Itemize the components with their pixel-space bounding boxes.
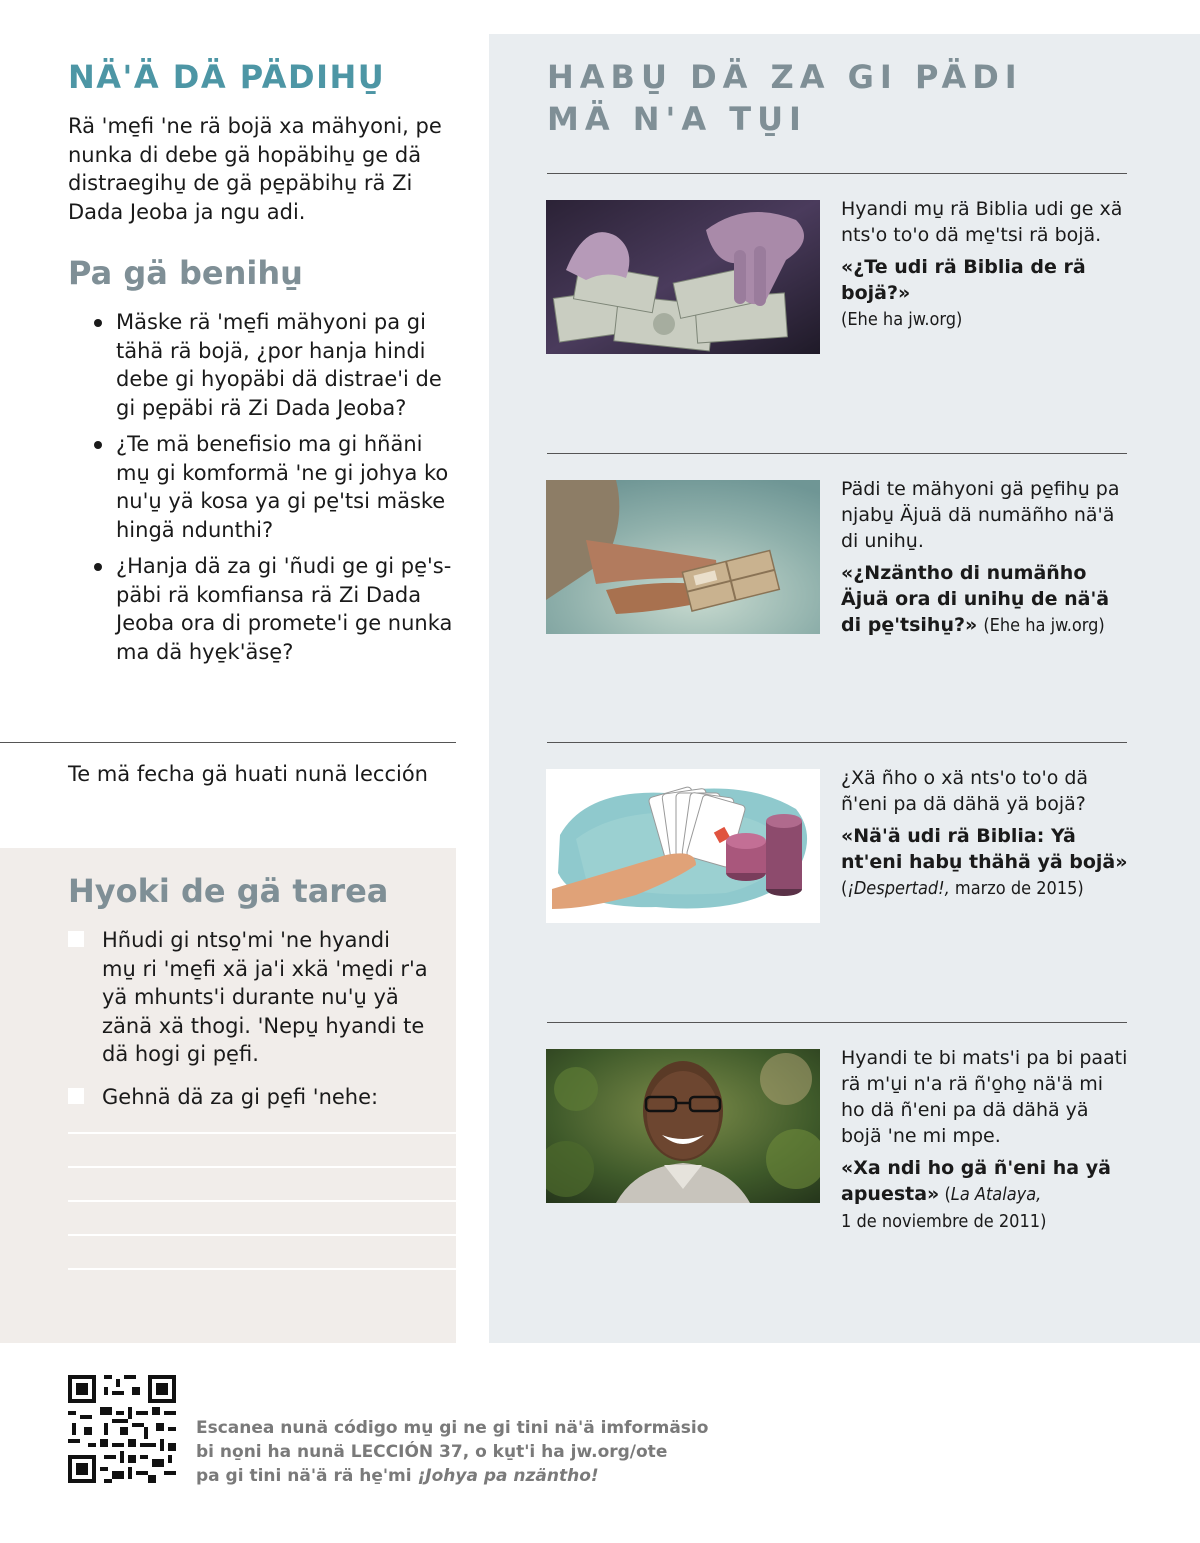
footer-line1: Escanea nunä código mu̱ gi ne gi tini nä'ä imformäsio: [196, 1418, 709, 1438]
explore-card: [841, 196, 1131, 333]
review-questions: [92, 308, 457, 674]
explore-divider: [547, 1022, 1127, 1023]
assignment-item: [68, 1083, 428, 1112]
review-question: Mäske rä 'mе̱fi mähyoni pa gi tähä rä bojä, ¿por hanja hindi debe gi hyopäbi dä distrae'i de gi pe̱päbi rä Zi Dada Jeoba?: [92, 308, 457, 422]
writing-line[interactable]: [68, 1234, 456, 1236]
explore-title: [547, 56, 1023, 140]
card-source-italic: La Atalaya,: [950, 1184, 1042, 1205]
cards-chips-illustration: [546, 769, 820, 923]
writing-line[interactable]: [68, 1200, 456, 1202]
money-hands-photo: [546, 200, 820, 354]
explore-title-line1: HABU̱ DÄ ZA GI PÄDI: [547, 58, 1023, 96]
summary-title: NÄ'Ä DÄ PÄDIHU̱: [68, 58, 386, 96]
review-question: ¿Te mä benefisio ma gi hñäni mu̱ gi komformä 'ne gi johya ko nu'u̱ yä kosa ya gi pe̱'tsi mäske hingä ndunthi?: [92, 430, 457, 544]
card-description: Hyandi mu̱ rä Biblia udi ge xä nts'o to'o dä me̱'tsi rä bojä.: [841, 198, 1123, 246]
card-source-prefix: (: [841, 878, 848, 899]
qr-code-icon[interactable]: [68, 1375, 176, 1483]
review-title: Pa gä benihu̱: [68, 254, 303, 292]
writing-line[interactable]: [68, 1132, 456, 1134]
card-link-title[interactable]: «Nä'ä udi rä Biblia: Yä nt'eni habu̱ thähä yä bojä»: [841, 825, 1128, 873]
assignment-item-text: Gehnä dä za gi pe̱fi 'nehe:: [102, 1084, 379, 1109]
explore-title-line2: MÄ N'A TU̱I: [547, 100, 807, 138]
explore-card: [841, 765, 1131, 902]
footer-line3-prefix: pa gi tini nä'ä rä he̱'mi: [196, 1466, 418, 1486]
date-divider: [0, 742, 456, 743]
card-link-title[interactable]: «Xa ndi ho gä ñ'eni ha yä apuesta»: [841, 1157, 1111, 1205]
assignment-checkbox[interactable]: [68, 931, 84, 947]
assignment-list: [68, 926, 428, 1125]
assignment-checkbox[interactable]: [68, 1088, 84, 1104]
explore-divider: [547, 173, 1127, 174]
card-description: Hyandi te bi mats'i pa bi paati rä m'u̱i n'a rä ñ'o̱ho̱ nä'ä mi ho dä ñ'eni pa dä dähä yä bojä 'ne mi mpe.: [841, 1047, 1128, 1147]
assignment-box: [0, 848, 456, 1343]
card-description: Pädi te mähyoni gä pe̱fihu̱ pa njabu̱ Äjuä dä numäñho nä'ä di unihu̱.: [841, 478, 1120, 552]
explore-card: [841, 1045, 1131, 1235]
card-source-rest: marzo de 2015): [949, 878, 1084, 899]
card-source: (Ehe ha jw.org): [983, 615, 1105, 636]
smiling-man-photo: [546, 1049, 820, 1203]
card-source-italic: ¡Despertad!,: [847, 878, 950, 899]
summary-text: Rä 'mе̱fi 'ne rä bojä xa mähyoni, pe nunka di debe gä hopäbihu̱ ge dä distraegihu̱ de gä pe̱päbihu̱ rä Zi Dada Jeoba ja ngu adi.: [68, 114, 442, 224]
gift-box-photo: [546, 480, 820, 634]
assignment-title: Hyoki de gä tarea: [68, 872, 389, 910]
writing-line[interactable]: [68, 1268, 456, 1270]
explore-card: [841, 476, 1131, 639]
card-description: ¿Xä ñho o xä nts'o to'o dä ñ'eni pa dä dähä yä bojä?: [841, 767, 1089, 815]
review-question: ¿Hanja dä za gi 'ñudi ge gi pe̱'späbi rä komfiansa rä Zi Dada Jeoba ora di promete'i ge nunka ma dä hye̱k'äse̱?: [92, 552, 457, 666]
date-label: Te mä fecha gä huati nunä lección: [68, 762, 428, 786]
footer-publication-title: ¡Johya pa nzäntho!: [417, 1466, 599, 1486]
explore-divider: [547, 742, 1127, 743]
writing-line[interactable]: [68, 1166, 456, 1168]
card-source-rest: 1 de noviembre de 2011): [841, 1211, 1047, 1232]
card-source-prefix: (: [939, 1184, 951, 1205]
assignment-item: [68, 926, 428, 1069]
explore-divider: [547, 453, 1127, 454]
card-link-title[interactable]: «¿Nzäntho di numäñho Äjuä ora di unihu̱ de nä'ä di pe̱'tsihu̱?»: [841, 562, 1110, 636]
card-source: [841, 878, 1084, 899]
footer-text: [196, 1416, 716, 1488]
assignment-item-text: Hñudi gi ntso̱'mi 'ne hyandi mu̱ ri 'mе̱fi xä ja'i xkä 'mе̱di r'a yä mhunts'i durante nu'u̱ yä zänä xä thogi. 'Nepu̱ hyandi te dä hogi gi pe̱fi.: [102, 928, 428, 1066]
card-source: (Ehe ha jw.org): [841, 309, 963, 330]
footer-line2: bi no̱ni ha nunä LECCIÓN 37, o ku̱t'i ha jw.org/ote: [196, 1442, 668, 1462]
card-link-title[interactable]: «¿Te udi rä Biblia de rä bojä?»: [841, 256, 1086, 304]
